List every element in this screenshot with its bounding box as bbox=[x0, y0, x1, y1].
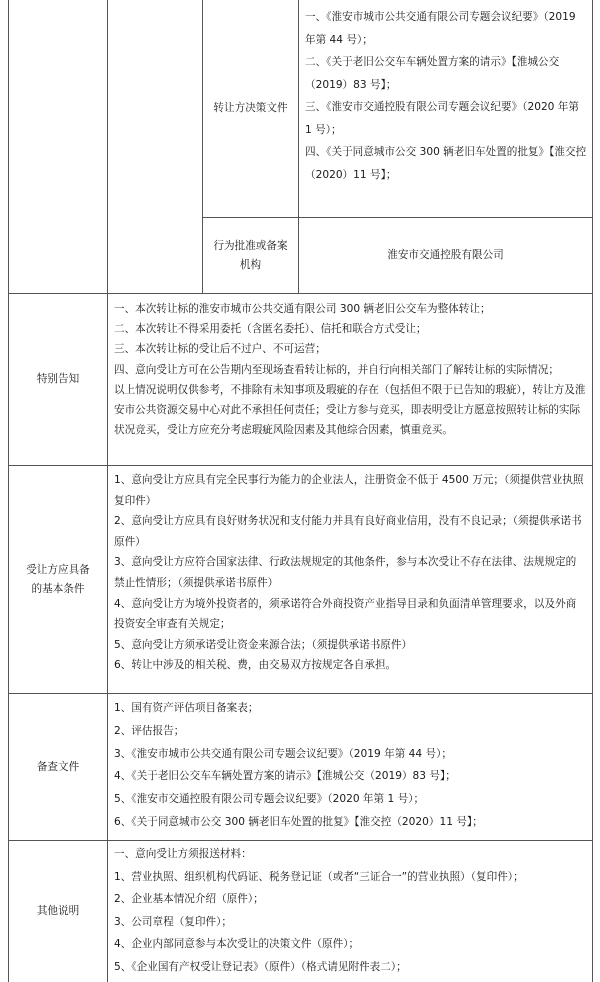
qualifications-label bbox=[9, 466, 107, 693]
list-item: 二、本次转让不得采用委托（含匿名委托）、信托和联合方式受让； bbox=[114, 323, 427, 336]
special-notice-label-text: 特别告知 bbox=[36, 373, 80, 385]
list-item: 以上情况说明仅供参考，不排除有未知事项及瑕疵的存在（包括但不限于已告知的瑕疵），转让方及淮安市公共资源交易中心对此不承担任何责任；受让方参与竞买，即表明受让方愿意按照转让标的实际状况竞买，受让方应充分考虑瑕疵风险因素及其他综合因素，慎重竞买。 bbox=[114, 383, 586, 437]
list-item: 3、意向受让方应符合国家法律、行政法规规定的其他条件，参与本次受让不存在法律、法规规定的禁止性情形；（须提供承诺书原件） bbox=[114, 556, 577, 589]
list-item: 2、评估报告； bbox=[114, 724, 185, 737]
list-item: 1、营业执照、组织机构代码证、税务登记证（或者“三证合一”的营业执照）（复印件）； bbox=[114, 870, 524, 883]
other-notes-list bbox=[114, 843, 586, 982]
reference-files-label bbox=[9, 694, 107, 840]
list-item: 1、国有资产评估项目备案表； bbox=[114, 702, 259, 714]
list-item: 5、《淮安市交通控股有限公司专题会议纪要》（2020 年第 1 号）； bbox=[114, 793, 425, 806]
approval-authority-value bbox=[299, 218, 592, 293]
list-item: 三、本次转让标的受让后不过户、不可运营； bbox=[114, 343, 326, 356]
list-item: 四、意向受让方可在公告期内至现场查看转让标的，并自行向相关部门了解转让标的实际情况； bbox=[114, 363, 559, 376]
list-item: 4、意向受让方为境外投资者的，须承诺符合外商投资产业指导目录和负面清单管理要求，以及外商投资安全审查有关规定； bbox=[114, 597, 577, 631]
qualifications-label-text: 受让方应具备的基本条件 bbox=[26, 563, 90, 595]
other-notes-label-text: 其他说明 bbox=[36, 905, 80, 917]
list-item: 6、转让中涉及的相关税、费，由交易双方按规定各自承担。 bbox=[114, 659, 397, 672]
approval-authority-label-text: 行为批准或备案机构 bbox=[213, 239, 288, 271]
list-item: 2、企业基本情况介绍（原件）； bbox=[114, 893, 264, 905]
decision-files-label bbox=[203, 0, 298, 217]
list-item: 一、《淮安市城市公共交通有限公司专题会议纪要》（2019 年第 44 号）； bbox=[305, 11, 576, 46]
list-item: 3、公司章程（复印件）； bbox=[114, 915, 232, 928]
list-item: 4、企业内部同意参与本次受让的决策文件（原件）； bbox=[114, 938, 360, 950]
list-item: 3、《淮安市城市公共交通有限公司专题会议纪要》（2019 年第 44 号）； bbox=[114, 747, 453, 760]
list-item: 二、《关于老旧公交车车辆处置方案的请示》【淮城公交（2019）83 号】； bbox=[305, 56, 560, 91]
approval-authority-label bbox=[203, 218, 298, 293]
list-item: 4、《关于老旧公交车车辆处置方案的请示》【淮城公交（2019）83 号】； bbox=[114, 770, 456, 783]
table-border-right bbox=[592, 0, 593, 982]
list-item: 2、意向受让方应具有良好财务状况和支付能力并具有良好商业信用，没有不良记录；（须提供承诺书原件） bbox=[114, 515, 582, 548]
column-divider-outer bbox=[107, 0, 108, 982]
approval-authority-value-text: 淮安市交通控股有限公司 bbox=[387, 249, 504, 261]
list-item: 三、《淮安市交通控股有限公司专题会议纪要》（2020 年第 1 号）； bbox=[305, 101, 579, 136]
reference-files-list bbox=[114, 697, 586, 839]
other-notes-label bbox=[9, 841, 107, 982]
qualifications-list bbox=[114, 470, 586, 692]
special-notice-label bbox=[9, 294, 107, 465]
list-item: 6、《关于同意城市公交 300 辆老旧车处置的批复》【淮交控（2020）11 号】； bbox=[114, 815, 483, 828]
list-item: 5、《企业国有产权受让登记表》（原件）（格式请见附件表二）； bbox=[114, 960, 407, 973]
decision-files-list bbox=[305, 6, 587, 216]
special-notice-list bbox=[114, 299, 586, 463]
list-item: 一、本次转让标的淮安市城市公共交通有限公司 300 辆老旧公交车为整体转让； bbox=[114, 303, 491, 315]
list-item: 1、意向受让方应具有完全民事行为能力的企业法人，注册资金不低于 4500 万元；（须提供营业执照复印件） bbox=[114, 474, 584, 507]
list-item: 5、意向受让方须承诺受让资金来源合法；（须提供承诺书原件） bbox=[114, 638, 413, 651]
decision-files-label-text: 转让方决策文件 bbox=[213, 102, 288, 114]
list-item: 四、《关于同意城市公交 300 辆老旧车处置的批复》【淮交控（2020）11 号】； bbox=[305, 146, 587, 181]
reference-files-label-text: 备查文件 bbox=[36, 760, 80, 773]
list-item: 一、意向受让方须报送材料： bbox=[114, 848, 252, 860]
